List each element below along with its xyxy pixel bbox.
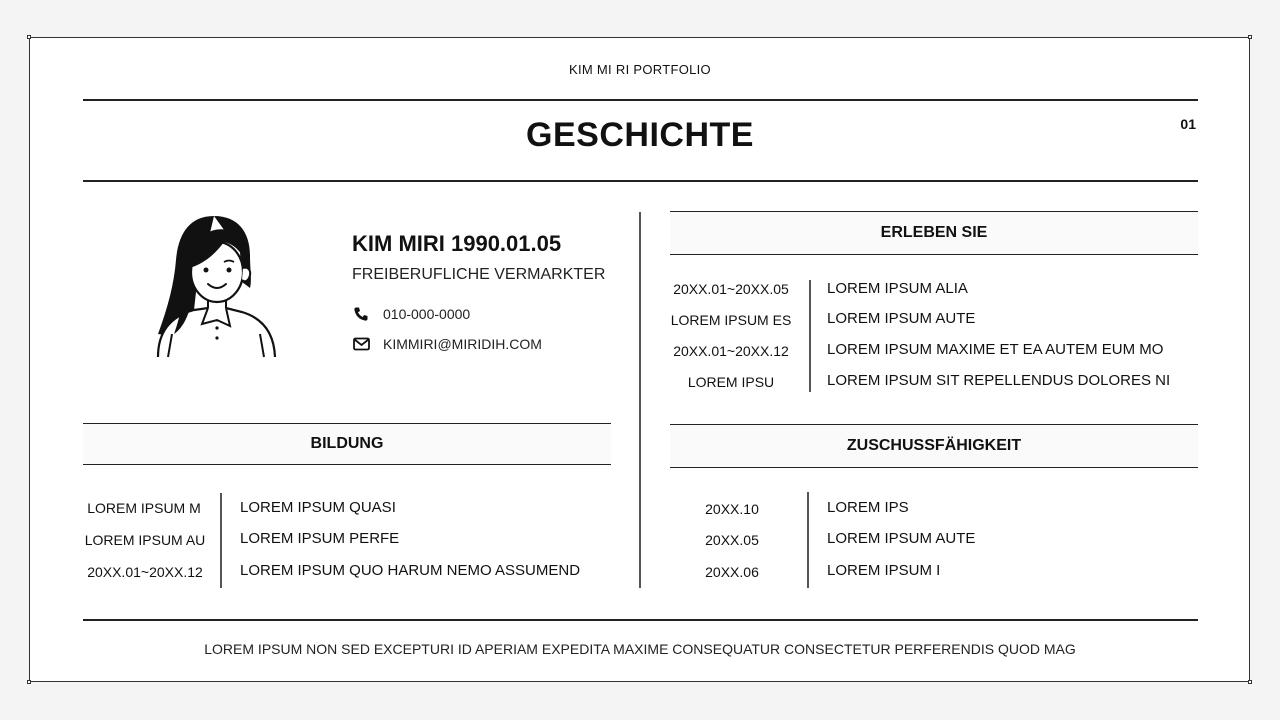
header-top-divider <box>83 99 1198 101</box>
table-row-text: LOREM IPSUM AUTE <box>827 310 976 327</box>
table-row-date: LOREM IPSUM ES <box>670 312 792 328</box>
email-contact <box>352 334 542 354</box>
table-row-text: LOREM IPSUM I <box>827 562 941 579</box>
experience-column-divider <box>809 280 811 392</box>
table-row-date: 20XX.01~20XX.05 <box>673 281 789 297</box>
center-divider <box>639 212 641 588</box>
email-address: KIMMIRI@MIRIDIH.COM <box>383 336 542 352</box>
table-row-date: 20XX.01~20XX.12 <box>673 343 789 359</box>
selection-handle-bottom-left[interactable] <box>27 680 31 684</box>
qualification-heading <box>670 424 1198 468</box>
portfolio-label: KIM MI RI PORTFOLIO <box>569 62 711 77</box>
profile-role: FREIBERUFLICHE VERMARKTER <box>352 266 606 283</box>
table-row-date: LOREM IPSUM AU <box>84 532 206 548</box>
table-row-date: LOREM IPSU <box>687 374 775 390</box>
table-row-text: LOREM IPSUM MAXIME ET EA AUTEM EUM MO <box>827 341 1164 358</box>
phone-icon <box>352 305 370 323</box>
table-row-text: LOREM IPSUM QUO HARUM NEMO ASSUMEND <box>240 562 581 579</box>
table-row-text: LOREM IPSUM AUTE <box>827 530 976 547</box>
selection-handle-bottom-right[interactable] <box>1248 680 1252 684</box>
education-heading-label: BILDUNG <box>310 435 384 452</box>
qualification-column-divider <box>807 492 809 588</box>
profile-name: KIM MIRI 1990.01.05 <box>352 231 562 256</box>
page-title: GESCHICHTE <box>526 116 754 154</box>
selection-handle-top-right[interactable] <box>1248 35 1252 39</box>
footer-divider <box>83 619 1198 621</box>
footer-text: LOREM IPSUM NON SED EXCEPTURI ID APERIAM EXPEDITA MAXIME CONSEQUATUR CONSECTETUR PERFERENDIS QUOD MAG <box>204 641 1076 657</box>
table-row-date: 20XX.05 <box>705 532 759 548</box>
education-heading <box>83 423 611 465</box>
phone-number: 010-000-0000 <box>383 306 471 322</box>
table-row-date: LOREM IPSUM M <box>87 500 201 516</box>
table-row-date: 20XX.01~20XX.12 <box>87 564 203 580</box>
mail-icon <box>352 335 370 353</box>
table-row-text: LOREM IPS <box>827 499 909 516</box>
woman-avatar-icon <box>150 212 285 362</box>
education-column-divider <box>220 493 222 588</box>
table-row-text: LOREM IPSUM SIT REPELLENDUS DOLORES NI <box>827 372 1171 389</box>
experience-heading <box>670 211 1198 255</box>
phone-contact <box>352 304 470 324</box>
table-row-text: LOREM IPSUM QUASI <box>240 499 396 516</box>
experience-heading-label: ERLEBEN SIE <box>880 224 988 241</box>
table-row-text: LOREM IPSUM PERFE <box>240 530 400 547</box>
table-row-date: 20XX.10 <box>705 501 759 517</box>
table-row-text: LOREM IPSUM ALIA <box>827 280 968 297</box>
qualification-heading-label: ZUSCHUSSFÄHIGKEIT <box>846 437 1022 454</box>
page-number: 01 <box>1180 116 1196 132</box>
table-row-date: 20XX.06 <box>705 564 759 580</box>
selection-handle-top-left[interactable] <box>27 35 31 39</box>
header-bottom-divider <box>83 180 1198 182</box>
